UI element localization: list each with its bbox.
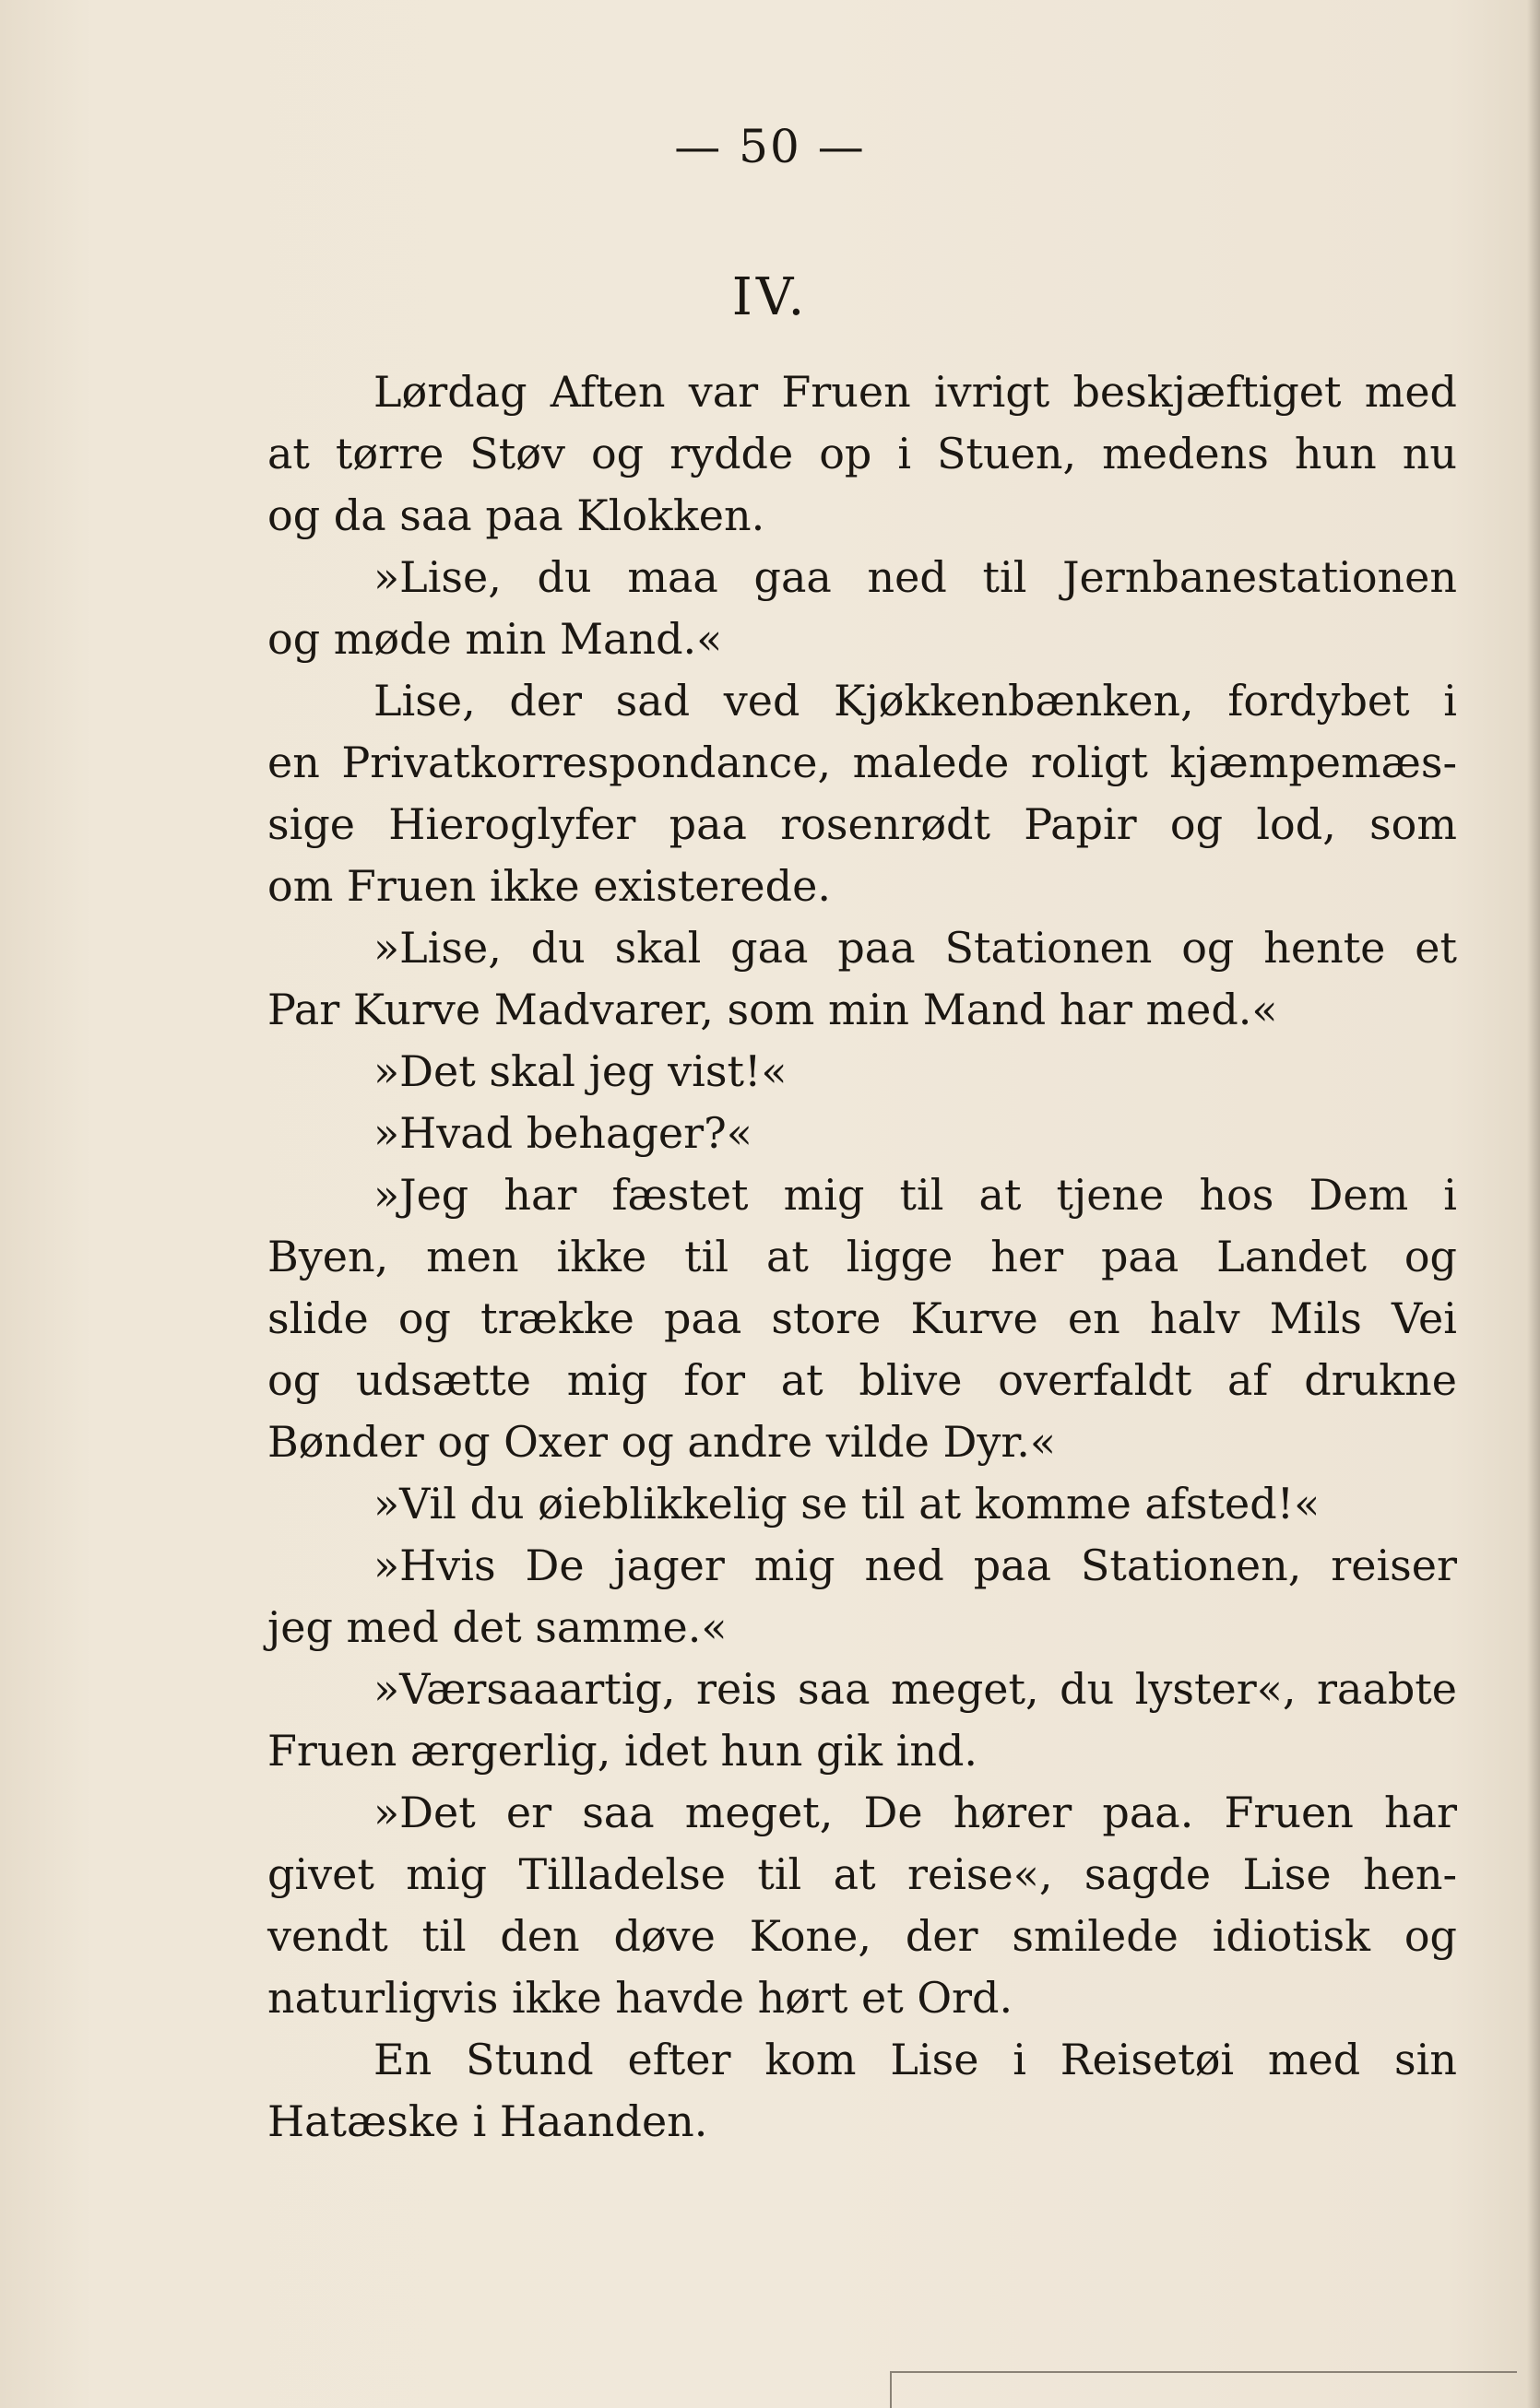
text-line: jeg med det samme.« <box>267 1602 728 1652</box>
text-line: Hatæske i Haanden. <box>267 2096 708 2146</box>
text-line: Lise, der sad ved Kjøkkenbænken, fordybet i <box>373 676 1457 726</box>
page-edge-shadow <box>1527 0 1540 2408</box>
text-line: Par Kurve Madvarer, som min Mand har med.« <box>267 985 1278 1034</box>
text-line: »Det skal jeg vist!« <box>373 1046 788 1096</box>
text-line: givet mig Tilladelse til at reise«, sagde Lise hen- <box>267 1849 1457 1899</box>
text-line: Bønder og Oxer og andre vilde Dyr.« <box>267 1417 1057 1467</box>
text-line: En Stund efter kom Lise i Reisetøi med sin <box>373 2035 1457 2084</box>
chapter-heading: IV. <box>731 267 809 327</box>
text-line: vendt til den døve Kone, der smilede idiotisk og <box>267 1911 1457 1961</box>
bottom-tick <box>890 2371 892 2408</box>
text-line: at tørre Støv og rydde op i Stuen, medens hun nu <box>267 429 1457 478</box>
text-line: naturligvis ikke havde hørt et Ord. <box>267 1973 1013 2023</box>
text-line: »Hvad behager?« <box>373 1108 752 1158</box>
text-line: »Vil du øieblikkelig se til at komme afsted!« <box>373 1479 1321 1529</box>
text-line: og udsætte mig for at blive overfaldt af drukne <box>267 1355 1457 1405</box>
text-line: og møde min Mand.« <box>267 614 723 664</box>
body-text <box>267 361 1457 2153</box>
text-line: sige Hieroglyfer paa rosenrødt Papir og lod, som <box>267 799 1457 849</box>
text-line: og da saa paa Klokken. <box>267 490 765 540</box>
text-line: Byen, men ikke til at ligge her paa Landet og <box>267 1232 1457 1281</box>
text-line: »Lise, du maa gaa ned til Jernbanestationen <box>373 552 1457 602</box>
text-line: Lørdag Aften var Fruen ivrigt beskjæftiget med <box>373 367 1457 417</box>
text-line: Fruen ærgerlig, idet hun gik ind. <box>267 1726 978 1776</box>
page-number: — 50 — <box>674 120 866 173</box>
bottom-rule <box>890 2371 1517 2373</box>
text-line: »Hvis De jager mig ned paa Stationen, reiser <box>373 1540 1457 1590</box>
text-line: »Værsaaartig, reis saa meget, du lyster«, raabte <box>373 1664 1457 1714</box>
text-line: »Det er saa meget, De hører paa. Fruen har <box>373 1788 1457 1837</box>
text-line: »Lise, du skal gaa paa Stationen og hente et <box>373 923 1457 973</box>
text-line: en Privatkorrespondance, malede roligt kjæmpemæs- <box>267 738 1457 787</box>
text-line: om Fruen ikke existerede. <box>267 861 831 911</box>
text-line: slide og trække paa store Kurve en halv Mils Vei <box>267 1293 1457 1343</box>
text-line: »Jeg har fæstet mig til at tjene hos Dem i <box>373 1170 1457 1220</box>
